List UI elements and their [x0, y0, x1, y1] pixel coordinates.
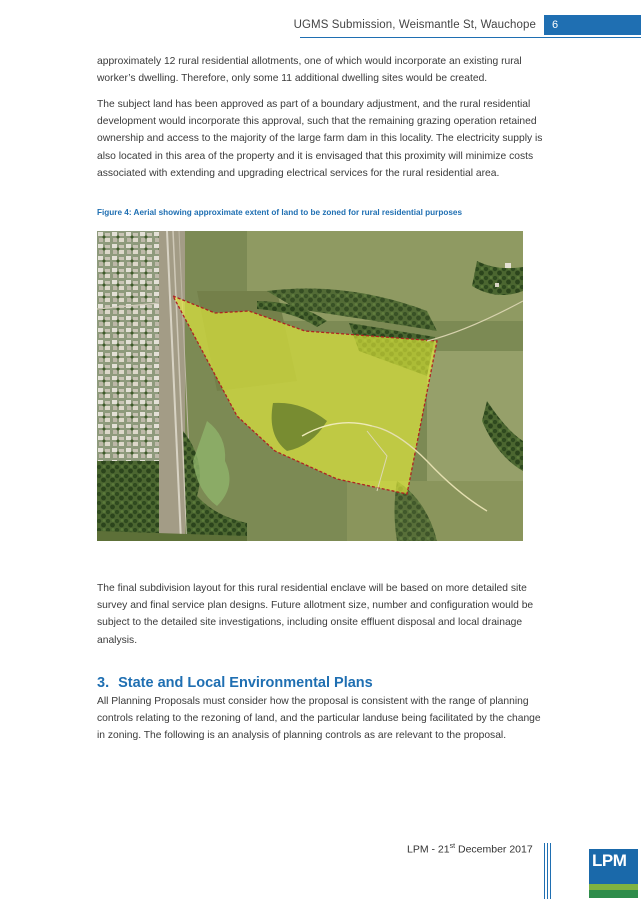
section-title: State and Local Environmental Plans — [118, 675, 373, 691]
section-heading — [97, 673, 373, 693]
logo-text: LPM — [592, 851, 627, 870]
footer-superscript: st — [449, 843, 456, 850]
header-title: UGMS Submission, Weismantle St, Wauchope — [293, 19, 536, 31]
footer-prefix: LPM - 21 — [407, 843, 450, 856]
section-number: 3. — [97, 675, 110, 691]
paragraph-boundary-adjustment: The subject land has been approved as part of a boundary adjustment, and the rural residential development would incorporate this approval, such that the remaining grazing operation retained ownership and access to the majority of the large farm dam in this locality. The electricity supply is also located in this area of the property and it is envisaged that this proximity will minimize costs associated with extending and upgrading electrical services for the rural residential area. — [97, 99, 543, 179]
footer-date — [407, 843, 533, 856]
footer-suffix: December 2017 — [455, 843, 533, 856]
paragraph-planning-proposals: All Planning Proposals must consider how the proposal is consistent with the range of planning controls relating to the rezoning of land, and the particular landuse being facilitated by the change in zoning. The following is an analysis of planning controls as are relevant to the proposal. — [97, 696, 541, 742]
figure-caption: Figure 4: Aerial showing approximate extent of land to be zoned for rural residential purposes — [97, 208, 463, 217]
paragraph-subdivision-layout: The final subdivision layout for this rural residential enclave will be based on more detailed site survey and final service plan designs. Future allotment size, number and configuration would be subject to the detailed site investigations, including onsite effluent disposal and local drainage analysis. — [97, 583, 534, 646]
header-rule — [300, 37, 641, 38]
paragraph-allotments: approximately 12 rural residential allotments, one of which would incorporate an existing rural worker’s dwelling. Therefore, only some 11 additional dwelling sites would be created. — [97, 56, 522, 85]
lpm-logo — [589, 849, 638, 898]
footer-divider-lines — [544, 843, 554, 899]
aerial-photo — [97, 231, 523, 541]
page-number: 6 — [544, 15, 641, 35]
page-header — [294, 14, 641, 36]
